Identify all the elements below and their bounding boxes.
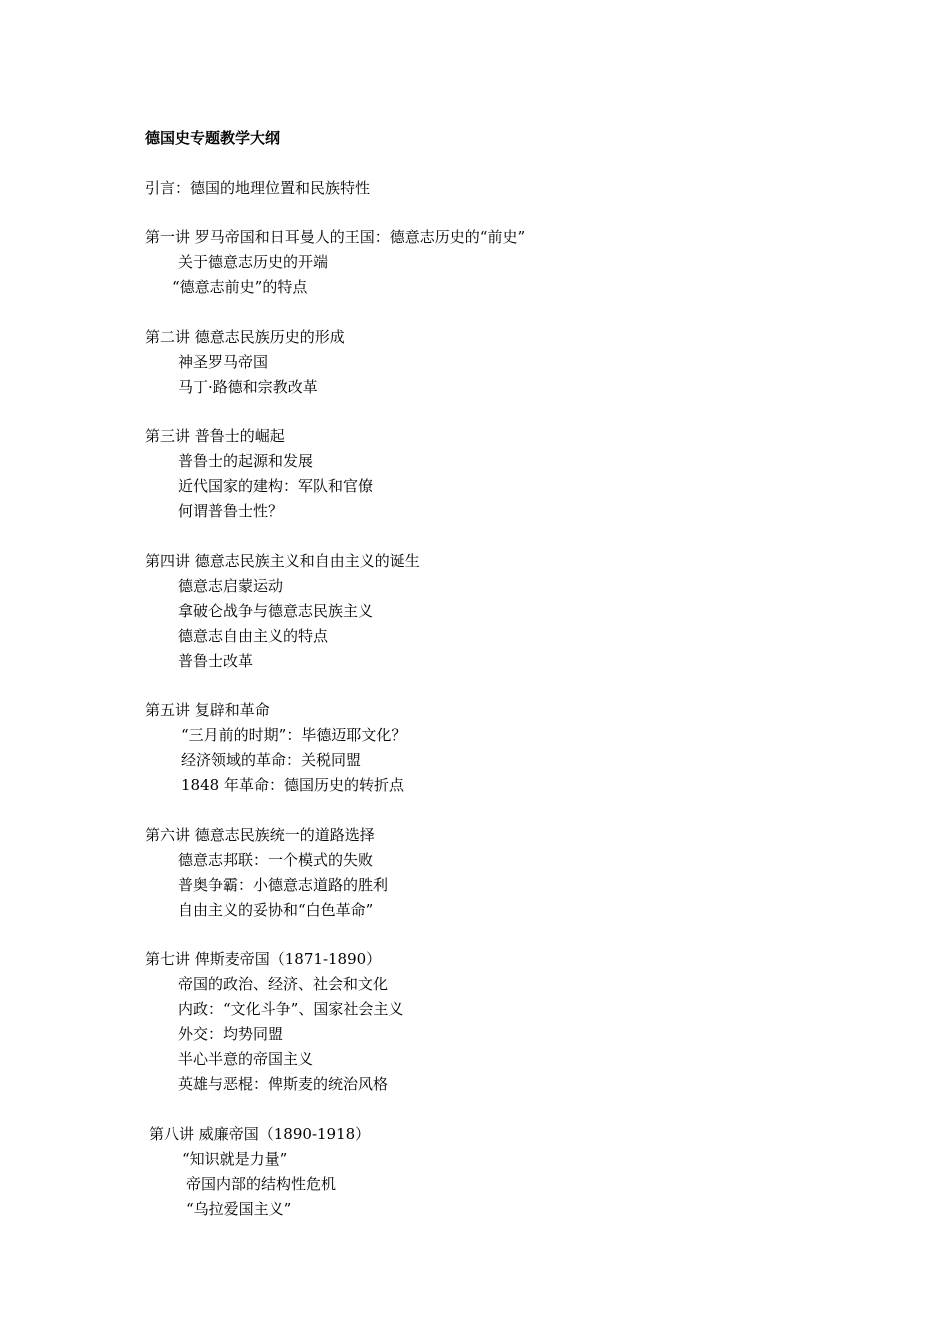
lecture-heading: 第二讲 德意志民族历史的形成: [145, 328, 345, 346]
lecture-item: 普奥争霸：小德意志道路的胜利: [178, 876, 389, 894]
lecture-heading: 第五讲 复辟和革命: [145, 701, 270, 719]
lecture-item: 近代国家的建构：军队和官僚: [178, 477, 374, 495]
intro-line: 引言：德国的地理位置和民族特性: [145, 179, 371, 197]
lecture-item: 拿破仑战争与德意志民族主义: [178, 602, 374, 620]
lecture-item: 神圣罗马帝国: [178, 353, 269, 371]
lecture-item: 外交：均势同盟: [178, 1025, 284, 1043]
lecture-heading: 第七讲 俾斯麦帝国（1871-1890）: [145, 950, 382, 968]
lecture-item: 半心半意的帝国主义: [178, 1050, 314, 1068]
lecture-item: 英雄与恶棍：俾斯麦的统治风格: [178, 1075, 389, 1093]
lecture-item: “德意志前史”的特点: [172, 278, 308, 296]
document-title: 德国史专题教学大纲: [145, 129, 281, 147]
lecture-heading: 第六讲 德意志民族统一的道路选择: [145, 826, 375, 844]
lecture-item: 1848 年革命：德国历史的转折点: [181, 776, 404, 794]
lecture-heading: 第八讲 威廉帝国（1890-1918）: [149, 1125, 371, 1143]
lecture-item: 关于德意志历史的开端: [178, 253, 329, 271]
lecture-item: 德意志自由主义的特点: [178, 627, 329, 645]
lecture-item: 普鲁士改革: [178, 652, 254, 670]
lecture-heading: 第四讲 德意志民族主义和自由主义的诞生: [145, 552, 420, 570]
lecture-item: 帝国的政治、经济、社会和文化: [178, 975, 389, 993]
lecture-item: “三月前的时期”：毕德迈耶文化？: [181, 726, 407, 744]
lecture-item: 内政：“文化斗争”、国家社会主义: [178, 1000, 404, 1018]
lecture-heading: 第三讲 普鲁士的崛起: [145, 427, 285, 445]
lecture-item: 何谓普鲁士性？: [178, 502, 284, 520]
lecture-item: 自由主义的妥协和“白色革命”: [178, 901, 374, 919]
lecture-item: 德意志启蒙运动: [178, 577, 284, 595]
lecture-item: 普鲁士的起源和发展: [178, 452, 314, 470]
lecture-item: 经济领域的革命：关税同盟: [181, 751, 362, 769]
lecture-item: 帝国内部的结构性危机: [186, 1175, 337, 1193]
lecture-item: 马丁·路德和宗教改革: [178, 378, 318, 396]
lecture-item: “知识就是力量”: [182, 1150, 288, 1168]
lecture-heading: 第一讲 罗马帝国和日耳曼人的王国：德意志历史的“前史”: [145, 228, 526, 246]
lecture-item: “乌拉爱国主义”: [186, 1200, 292, 1218]
lecture-item: 德意志邦联：一个模式的失败: [178, 851, 374, 869]
